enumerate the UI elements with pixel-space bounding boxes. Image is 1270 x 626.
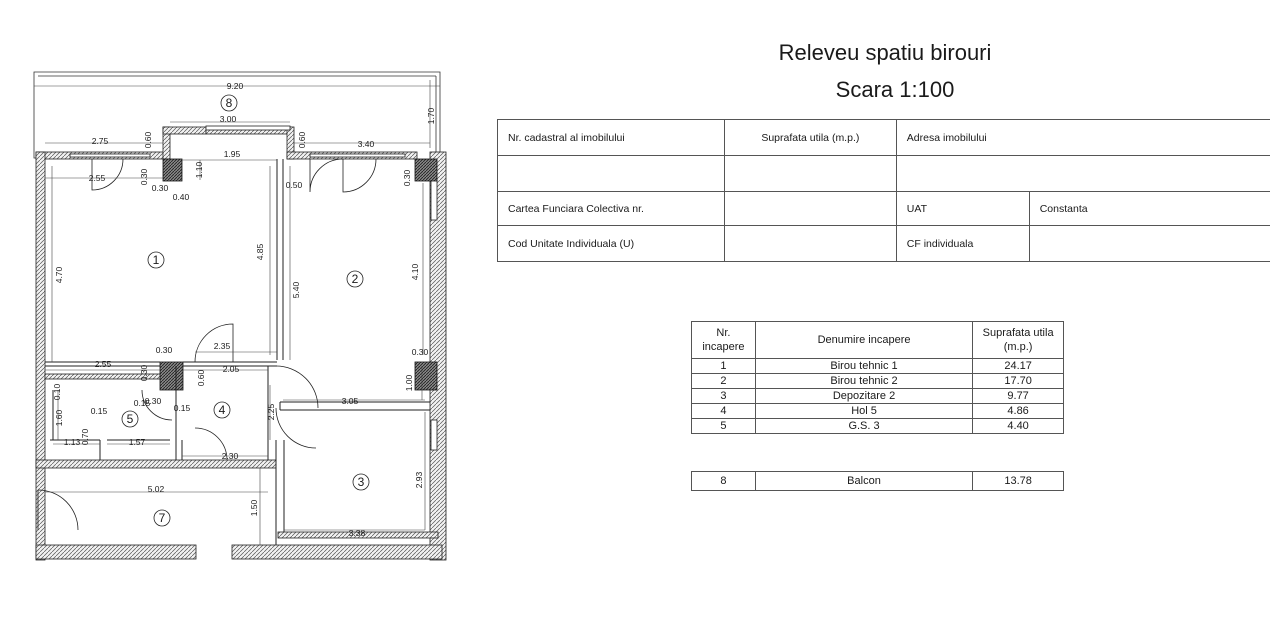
dim-label: 5.02 bbox=[147, 484, 165, 494]
nr-cadastral-value bbox=[498, 156, 725, 192]
room-nr: 5 bbox=[692, 419, 756, 434]
dim-label: 0.30 bbox=[144, 396, 162, 406]
adresa-label: Adresa imobilului bbox=[896, 120, 1270, 156]
dim-label: 1.50 bbox=[249, 499, 259, 517]
dim-label: 0.60 bbox=[196, 369, 206, 387]
dim-label: 2.35 bbox=[213, 341, 231, 351]
cod-unitate-label: Cod Unitate Individuala (U) bbox=[498, 226, 725, 262]
property-info-table bbox=[497, 119, 1270, 262]
room-name: Depozitare 2 bbox=[755, 389, 972, 404]
dim-label: 2.75 bbox=[91, 136, 109, 146]
room-nr: 1 bbox=[692, 359, 756, 374]
room-number-2: 2 bbox=[351, 272, 359, 286]
room-name: Hol 5 bbox=[755, 404, 972, 419]
scale-label: Scara 1:100 bbox=[835, 77, 955, 102]
room-nr: 3 bbox=[692, 389, 756, 404]
rooms-table bbox=[691, 321, 1064, 434]
adresa-value bbox=[896, 156, 1270, 192]
dim-label: 3.38 bbox=[348, 528, 366, 538]
dim-label: 0.10 bbox=[52, 383, 62, 401]
dim-label: 2.05 bbox=[222, 364, 240, 374]
dim-label: 4.70 bbox=[54, 266, 64, 284]
dimension-labels bbox=[52, 81, 436, 538]
dim-label: 3.40 bbox=[357, 139, 375, 149]
table-row bbox=[692, 374, 1064, 389]
room-area: 9.77 bbox=[973, 389, 1064, 404]
table-row bbox=[692, 359, 1064, 374]
dim-label: 0.40 bbox=[172, 192, 190, 202]
dim-label: 1.60 bbox=[54, 409, 64, 427]
room-nr: 8 bbox=[692, 472, 756, 491]
columns bbox=[160, 159, 437, 390]
dim-label: 0.30 bbox=[139, 168, 149, 186]
dim-label: 1.00 bbox=[404, 374, 414, 392]
dim-label: 1.57 bbox=[128, 437, 146, 447]
cf-individuala-value bbox=[1029, 226, 1270, 262]
room-number-5: 5 bbox=[126, 412, 134, 426]
dim-label: 0.30 bbox=[151, 183, 169, 193]
header-nr bbox=[692, 322, 756, 359]
dim-label: 2.30 bbox=[221, 451, 239, 461]
table-row bbox=[692, 472, 1064, 491]
cod-unitate-value bbox=[724, 226, 896, 262]
dim-label: 2.93 bbox=[414, 471, 424, 489]
header-name: Denumire incapere bbox=[755, 322, 972, 359]
room-name: Balcon bbox=[755, 472, 972, 491]
room-number-7: 7 bbox=[158, 511, 166, 525]
header-area-text: Suprafata utila (m.p.) bbox=[982, 327, 1054, 353]
dim-label: 1.10 bbox=[194, 161, 204, 179]
carte-funciara-label: Cartea Funciara Colectiva nr. bbox=[498, 192, 725, 226]
dim-label: 0.60 bbox=[297, 131, 307, 149]
balcony-table bbox=[691, 471, 1064, 491]
dim-label: 0.30 bbox=[402, 169, 412, 187]
room-area: 13.78 bbox=[973, 472, 1064, 491]
table-row bbox=[692, 404, 1064, 419]
carte-funciara-value bbox=[724, 192, 896, 226]
header-area bbox=[973, 322, 1064, 359]
header-nr-text: Nr. incapere bbox=[702, 327, 745, 353]
dim-label: 2.25 bbox=[266, 403, 276, 421]
dim-label: 0.60 bbox=[143, 131, 153, 149]
suprafata-label: Suprafata utila (m.p.) bbox=[724, 120, 896, 156]
room-nr: 4 bbox=[692, 404, 756, 419]
uat-value: Constanta bbox=[1029, 192, 1270, 226]
dim-label: 4.10 bbox=[410, 263, 420, 281]
suprafata-value bbox=[724, 156, 896, 192]
dim-label: 1.13 bbox=[63, 437, 81, 447]
room-area: 24.17 bbox=[973, 359, 1064, 374]
nr-cadastral-label: Nr. cadastral al imobilului bbox=[498, 120, 725, 156]
dim-label: 1.95 bbox=[223, 149, 241, 159]
dim-label: 0.70 bbox=[80, 428, 90, 446]
room-area: 17.70 bbox=[973, 374, 1064, 389]
dim-label: 2.55 bbox=[94, 359, 112, 369]
document-title: Releveu spatiu birouri bbox=[778, 40, 992, 65]
dim-label: 0.50 bbox=[285, 180, 303, 190]
room-name: Birou tehnic 2 bbox=[755, 374, 972, 389]
dim-label: 1.70 bbox=[426, 107, 436, 125]
room-name: Birou tehnic 1 bbox=[755, 359, 972, 374]
room-area: 4.40 bbox=[973, 419, 1064, 434]
dim-label: 0.15 bbox=[173, 403, 191, 413]
dim-label: 3.05 bbox=[341, 396, 359, 406]
dim-label: 9.20 bbox=[226, 81, 244, 91]
dim-label: 0.15 bbox=[133, 398, 151, 408]
walls bbox=[36, 127, 446, 560]
windows bbox=[70, 126, 437, 450]
dim-label: 0.30 bbox=[139, 364, 149, 382]
dim-label: 5.40 bbox=[291, 281, 301, 299]
room-number-4: 4 bbox=[218, 403, 226, 417]
room-number-3: 3 bbox=[357, 475, 365, 489]
room-area: 4.86 bbox=[973, 404, 1064, 419]
table-row bbox=[692, 389, 1064, 404]
floor-plan bbox=[0, 0, 470, 600]
room-nr: 2 bbox=[692, 374, 756, 389]
room-name: G.S. 3 bbox=[755, 419, 972, 434]
room-number-8: 8 bbox=[225, 96, 233, 110]
table-row bbox=[692, 419, 1064, 434]
room-number-1: 1 bbox=[152, 253, 160, 267]
dim-label: 0.30 bbox=[155, 345, 173, 355]
dim-label: 0.15 bbox=[90, 406, 108, 416]
cf-individuala-label: CF individuala bbox=[896, 226, 1029, 262]
dim-label: 3.00 bbox=[219, 114, 237, 124]
dim-label: 4.85 bbox=[255, 243, 265, 261]
dim-label: 2.55 bbox=[88, 173, 106, 183]
dim-label: 0.30 bbox=[411, 347, 429, 357]
doors bbox=[38, 159, 376, 530]
uat-label: UAT bbox=[896, 192, 1029, 226]
